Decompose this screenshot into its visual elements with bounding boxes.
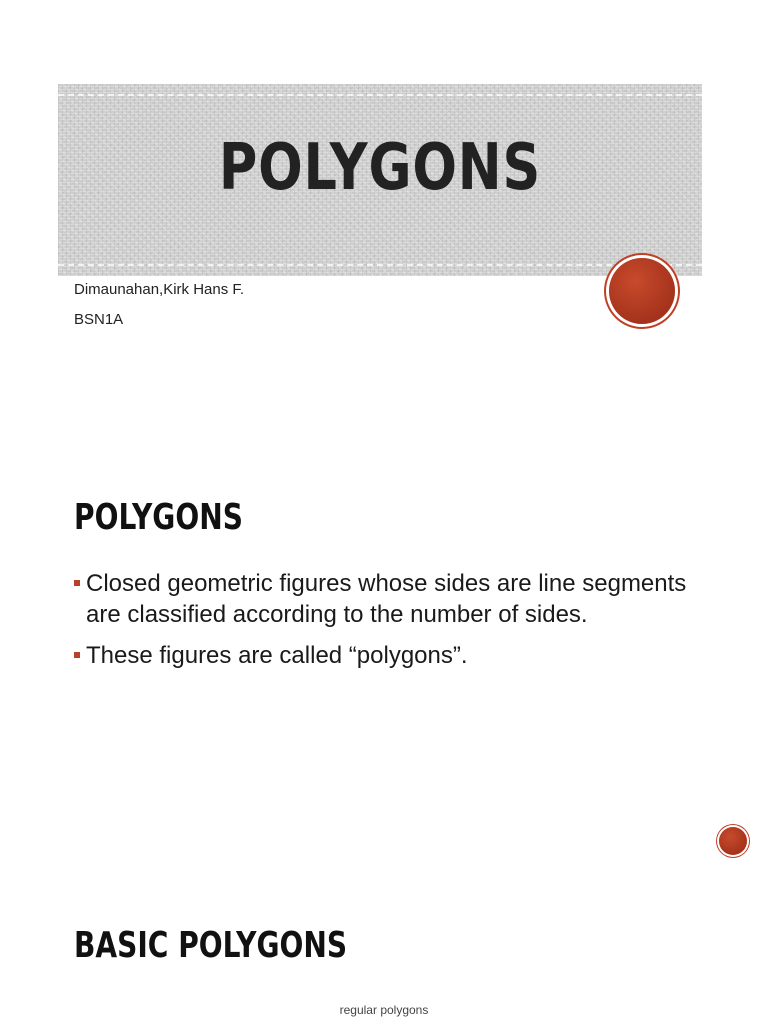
bullet-square-icon [74, 652, 80, 658]
section-heading-polygons: POLYGONS [74, 497, 243, 538]
author-name: Dimaunahan,Kirk Hans F. [74, 281, 245, 298]
decorative-circle-small [719, 827, 747, 855]
section-heading-basic-polygons: BASIC POLYGONS [74, 925, 348, 966]
section-label: BSN1A [74, 311, 124, 328]
image-caption: regular polygons [339, 1003, 429, 1017]
bullet-text: Closed geometric figures whose sides are line segments are classified according to the number of sides. [86, 570, 687, 628]
bullet-text: These figures are called “polygons”. [86, 642, 468, 669]
slide-title: POLYGONS [218, 131, 542, 205]
bullet-item [74, 568, 694, 630]
bullet-square-icon [74, 580, 80, 586]
bullet-item [74, 640, 694, 671]
decorative-circle-large [609, 258, 675, 324]
title-banner [58, 84, 702, 276]
bullet-list [74, 568, 694, 681]
